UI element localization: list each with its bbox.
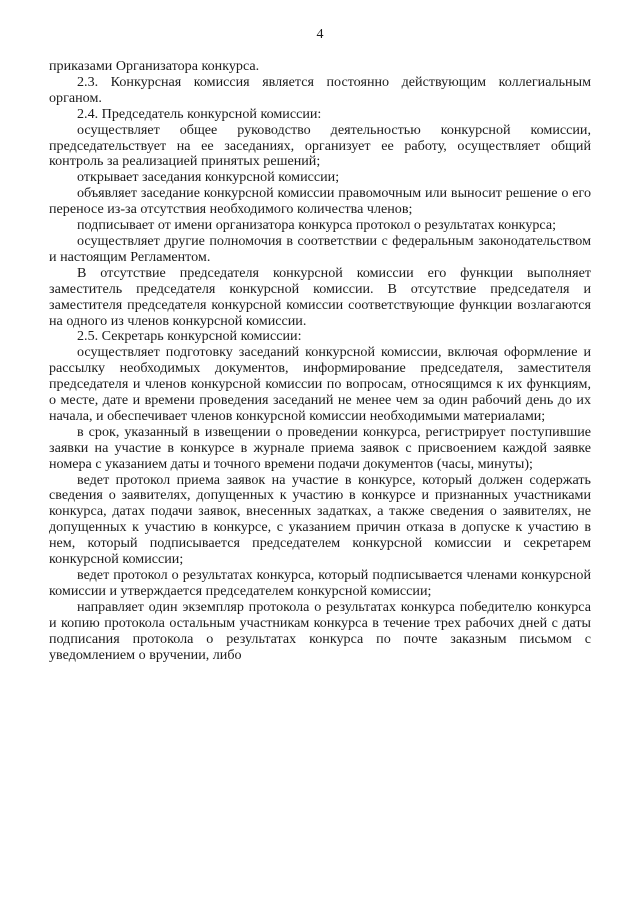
paragraph: В отсутствие председателя конкурсной комиссии его функции выполняет заместитель председателя конкурсной комиссии. В отсутствие председателя и заместителя председателя конкурсной комиссии соответствующие функции возлагаются на одного из членов конкурсной комиссии.: [49, 264, 591, 329]
paragraph: в срок, указанный в извещении о проведении конкурса, регистрирует поступившие заявки на участие в конкурсе в журнале приема заявок с присвоением каждой заявке номера с указанием даты и точного времени подачи документов (часы, минуты);: [49, 423, 591, 472]
paragraph: 2.5. Секретарь конкурсной комиссии:: [77, 328, 302, 345]
paragraph: 2.3. Конкурсная комиссия является постоянно действующим коллегиальным органом.: [49, 73, 591, 106]
paragraph: осуществляет общее руководство деятельностью конкурсной комиссии, председательствует на ее заседаниях, организует ее работу, осуществляет общий контроль за реализацией принятых решений;: [49, 121, 591, 170]
page-number: 4: [316, 27, 324, 42]
paragraph: осуществляет другие полномочия в соответствии с федеральным законодательством и настоящим Регламентом.: [49, 232, 591, 265]
paragraph: направляет один экземпляр протокола о результатах конкурса победителю конкурса и копию протокола остальным участникам конкурса в течение трех рабочих дней с даты подписания протокола о результатах конкурса по почте заказным письмом с уведомлением о вручении, либо: [49, 598, 591, 663]
document-body: [49, 59, 591, 663]
paragraph: объявляет заседание конкурсной комиссии правомочным или выносит решение о его переносе из-за отсутствия необходимого количества членов;: [49, 185, 591, 218]
paragraph: осуществляет подготовку заседаний конкурсной комиссии, включая оформление и рассылку необходимых документов, информирование председателя, заместителя председателя и членов конкурсной комиссии по вопросам, относящимся к их функциям, о месте, дате и времени проведения заседаний не менее чем за один рабочий день до их начала, и обеспечивает членов конкурсной комиссии необходимыми материалами;: [49, 344, 591, 424]
paragraph: приказами Организатора конкурса.: [49, 58, 260, 74]
paragraph: ведет протокол о результатах конкурса, который подписывается членами конкурсной комиссии и утверждается председателем конкурсной комиссии;: [49, 567, 591, 599]
paragraph: подписывает от имени организатора конкурса протокол о результатах конкурса;: [77, 217, 557, 234]
paragraph: открывает заседания конкурсной комиссии;: [77, 169, 340, 186]
paragraph: ведет протокол приема заявок на участие в конкурсе, который должен содержать сведения о заявителях, допущенных к участию в конкурсе и признанных участниками конкурса, датах подачи заявок, внесенных задатках, а также сведения о заявителях, не допущенных к участию в конкурсе, с указанием причин отказа в допуске к участию в нем, который подписывается председателем конкурсной комиссии и секретарем конкурсной комиссии;: [49, 471, 591, 568]
paragraph: 2.4. Председатель конкурсной комиссии:: [77, 105, 322, 122]
